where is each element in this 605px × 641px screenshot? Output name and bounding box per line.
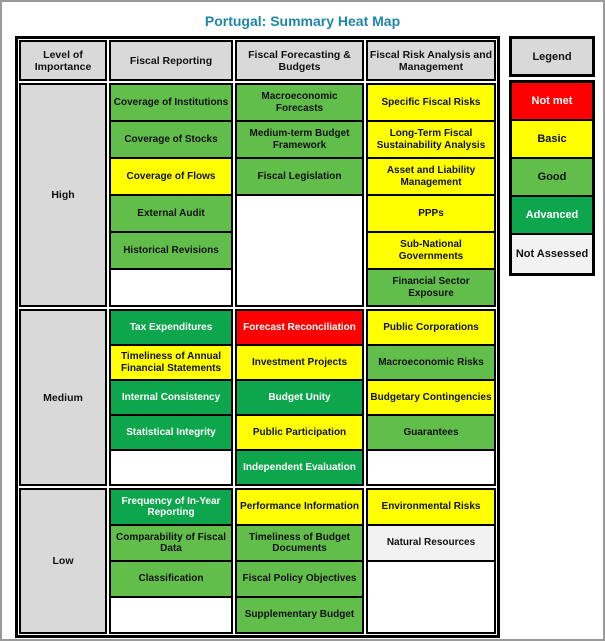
heatmap-cell: Macroeconomic Forecasts	[235, 83, 364, 122]
heatmap-cell: Internal Consistency	[109, 379, 233, 416]
heatmap-column	[366, 488, 496, 634]
legend-item: Not met	[512, 83, 592, 121]
heatmap-cell: Public Corporations	[366, 309, 496, 346]
heatmap-cell: Performance Information	[235, 488, 364, 526]
heatmap-cell: Forecast Reconciliation	[235, 309, 364, 346]
heatmap-cell: Tax Expenditures	[109, 309, 233, 346]
heatmap-column	[235, 83, 364, 307]
legend-item: Advanced	[512, 197, 592, 235]
heatmap-cell	[109, 596, 233, 634]
heatmap-cell: Sub-National Governments	[366, 231, 496, 270]
heatmap-cell: Supplementary Budget	[235, 596, 364, 634]
level-cell: High	[19, 83, 107, 307]
heatmap-column	[109, 83, 233, 307]
heatmap-content	[2, 29, 603, 638]
heatmap-cell: PPPs	[366, 194, 496, 233]
heatmap-cell: Budgetary Contingencies	[366, 379, 496, 416]
heatmap-cell	[109, 268, 233, 307]
heatmap-cell: Statistical Integrity	[109, 414, 233, 451]
section-row-high	[19, 83, 496, 307]
heatmap-cell	[235, 194, 364, 307]
section-row-low	[19, 488, 496, 634]
column-header: Fiscal Risk Analysis and Management	[366, 40, 496, 81]
main-heatmap-table	[15, 36, 500, 638]
heatmap-column	[109, 488, 233, 634]
heatmap-column	[366, 309, 496, 486]
heatmap-cell: Guarantees	[366, 414, 496, 451]
heatmap-cell: Fiscal Legislation	[235, 157, 364, 196]
legend-body	[509, 80, 595, 276]
heatmap-cell: External Audit	[109, 194, 233, 233]
heatmap-cell: Long-Term Fiscal Sustainability Analysis	[366, 120, 496, 159]
heatmap-cell: Coverage of Institutions	[109, 83, 233, 122]
legend-item: Basic	[512, 121, 592, 159]
heatmap-cell: Medium-term Budget Framework	[235, 120, 364, 159]
heatmap-cell: Public Participation	[235, 414, 364, 451]
heatmap-column	[109, 309, 233, 486]
heatmap-cell: Macroeconomic Risks	[366, 344, 496, 381]
heatmap-cell	[109, 449, 233, 486]
heatmap-cell: Coverage of Stocks	[109, 120, 233, 159]
heatmap-cell: Classification	[109, 560, 233, 598]
heatmap-cell: Natural Resources	[366, 524, 496, 562]
legend-item: Good	[512, 159, 592, 197]
level-cell: Medium	[19, 309, 107, 486]
section-row-medium	[19, 309, 496, 486]
heatmap-cell: Environmental Risks	[366, 488, 496, 526]
header-row	[19, 40, 496, 81]
heatmap-cell: Independent Evaluation	[235, 449, 364, 486]
column-header: Level of Importance	[19, 40, 107, 81]
heatmap-cell	[366, 560, 496, 634]
legend	[509, 36, 595, 276]
heatmap-cell: Fiscal Policy Objectives	[235, 560, 364, 598]
heatmap-cell: Investment Projects	[235, 344, 364, 381]
heatmap-cell: Coverage of Flows	[109, 157, 233, 196]
page-title: Portugal: Summary Heat Map	[204, 13, 401, 29]
heatmap-cell: Comparability of Fiscal Data	[109, 524, 233, 562]
heatmap-cell: Historical Revisions	[109, 231, 233, 270]
legend-item: Not Assessed	[512, 235, 592, 273]
heatmap-cell: Frequency of In-Year Reporting	[109, 488, 233, 526]
heatmap-cell: Budget Unity	[235, 379, 364, 416]
level-cell: Low	[19, 488, 107, 634]
legend-title: Legend	[509, 36, 595, 77]
heatmap-column	[235, 488, 364, 634]
column-header: Fiscal Reporting	[109, 40, 233, 81]
heatmap-cell: Financial Sector Exposure	[366, 268, 496, 307]
heatmap-cell: Asset and Liability Management	[366, 157, 496, 196]
heatmap-column	[235, 309, 364, 486]
heatmap-cell: Timeliness of Budget Documents	[235, 524, 364, 562]
heatmap-cell	[366, 449, 496, 486]
heatmap-cell: Timeliness of Annual Financial Statements	[109, 344, 233, 381]
heatmap-cell: Specific Fiscal Risks	[366, 83, 496, 122]
heatmap-column	[366, 83, 496, 307]
column-header: Fiscal Forecasting & Budgets	[235, 40, 364, 81]
